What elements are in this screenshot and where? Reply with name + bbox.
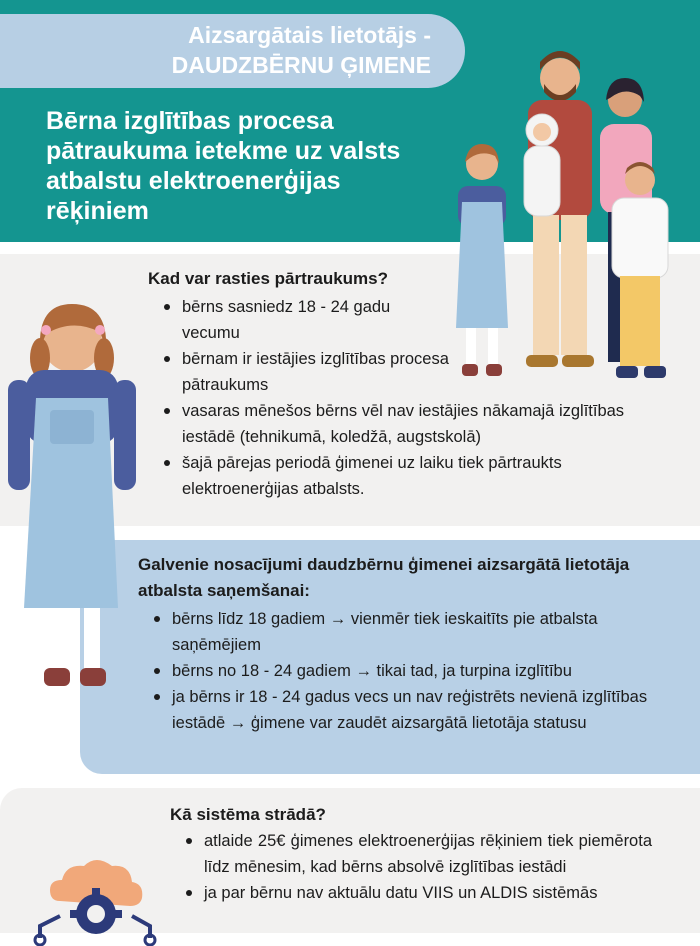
list-item: bērnam ir iestājies izglītības procesa pātraukums [160,346,452,398]
section-conditions-title: Galvenie nosacījumi daudzbērnu ģimenei aizsargātā lietotāja atbalsta saņemšanai: [138,555,630,600]
baby-figure [524,114,560,216]
section-how-it-works-title: Kā sistēma strādā? [170,805,326,824]
list-item: atlaide 25€ ģimenes elektroenerģijas rēķiniem tiek piemērota līdz mēnesim, kad bērns absolvē izglītības iestādi [182,828,652,880]
list-item: ja par bērnu nav aktuālu datu VIIS un ALDIS sistēmās [182,880,652,906]
list-item: vasaras mēnešos bērns vēl nav iestājies nākamajā izglītības iestādē (tehnikumā, koledžā, augstskolā) [160,398,660,450]
category-tag [0,14,465,88]
list-item: ja bērns ir 18 - 24 gadus vecs un nav reģistrēts nevienā izglītības iestādē → ģimene var zaudēt aizsargātā lietotāja statusu [150,684,690,736]
section-conditions-list [150,606,690,736]
category-tag-line2: DAUDZBĒRNU ĢIMENE [171,52,431,78]
section-how-it-works-list [182,828,652,906]
list-item: bērns no 18 - 24 gadiem → tikai tad, ja turpina izglītību [150,658,690,684]
section-interruption-title: Kad var rasties pārtraukums? [148,269,388,288]
list-item: bērns līdz 18 gadiem → vienmēr tiek ieskaitīts pie atbalsta saņēmējiem [150,606,690,658]
list-item: šajā pārejas periodā ģimenei uz laiku tiek pārtraukts elektroenerģijas atbalsts. [160,450,660,502]
cloud-gear-icon [20,846,170,946]
section-interruption-list [160,294,660,502]
category-tag-line1: Aizsargātais lietotājs - [188,22,431,48]
list-item: bērns sasniedz 18 - 24 gadu vecumu [160,294,452,346]
page-title: Bērna izglītības procesa pātraukuma ietekme uz valsts atbalstu elektroenerģijas rēķiniem [46,107,401,225]
girl-illustration [0,290,140,700]
